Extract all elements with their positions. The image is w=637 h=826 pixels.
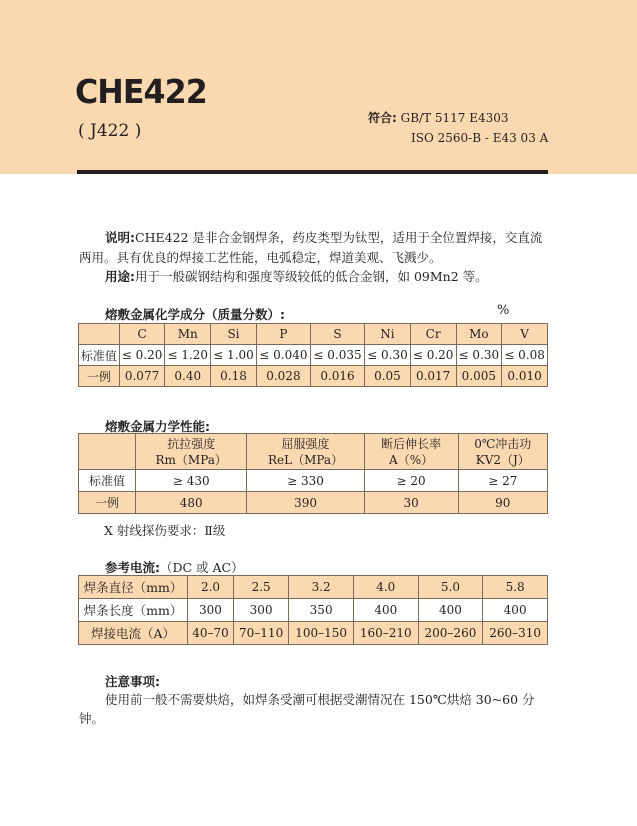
table-row bbox=[79, 470, 548, 492]
table-cell: 0.017 bbox=[410, 366, 456, 387]
table-cell: ≥ 330 bbox=[247, 470, 364, 492]
mechanical-title: 熔敷金属力学性能: bbox=[105, 419, 210, 434]
chemical-unit: % bbox=[497, 303, 510, 318]
table-row bbox=[79, 345, 548, 366]
table-cell: ≤ 0.20 bbox=[410, 345, 456, 366]
table-cell: 4.0 bbox=[353, 576, 418, 599]
table-cell: 300 bbox=[188, 599, 234, 622]
table-cell: 160–210 bbox=[353, 622, 418, 645]
usage-label: 用途: bbox=[105, 269, 135, 284]
chemical-table bbox=[78, 323, 548, 387]
conform-label: 符合: bbox=[368, 111, 397, 125]
table-cell: 3.2 bbox=[289, 576, 354, 599]
table-cell: 40–70 bbox=[188, 622, 234, 645]
notes-text: 使用前一般不需要烘焙，如焊条受潮可根据受潮情况在 150℃烘焙 30~60 分钟。 bbox=[79, 692, 535, 726]
current-title bbox=[105, 558, 244, 576]
current-table bbox=[78, 575, 548, 645]
table-cell: 标准值 bbox=[79, 470, 136, 492]
table-cell: 350 bbox=[289, 599, 354, 622]
table-header-cell: Mn bbox=[165, 324, 211, 345]
table-cell: 400 bbox=[353, 599, 418, 622]
table-cell: 90 bbox=[458, 492, 547, 514]
table-header-cell bbox=[364, 434, 458, 470]
table-cell: ≤ 0.30 bbox=[456, 345, 502, 366]
header-line-2: Rm（MPa） bbox=[155, 452, 227, 467]
table-cell: 0.010 bbox=[502, 366, 548, 387]
table-row bbox=[79, 492, 548, 514]
table-cell: 200–260 bbox=[418, 622, 483, 645]
table-cell: 70–110 bbox=[233, 622, 288, 645]
usage-text: 用于一般碳钢结构和强度等级较低的低合金钢，如 09Mn2 等。 bbox=[135, 269, 488, 284]
header-line-1: 屈服强度 bbox=[281, 436, 330, 451]
table-cell: ≤ 0.035 bbox=[310, 345, 364, 366]
table-header-cell: Cr bbox=[410, 324, 456, 345]
table-header-cell bbox=[79, 324, 120, 345]
table-header-cell: Ni bbox=[365, 324, 411, 345]
table-cell: 260–310 bbox=[483, 622, 548, 645]
header-line-1: 抗拉强度 bbox=[167, 436, 216, 451]
table-cell: 2.0 bbox=[188, 576, 234, 599]
row-label-cell: 焊条直径（mm） bbox=[79, 576, 188, 599]
table-cell: 480 bbox=[135, 492, 246, 514]
table-cell: ≥ 430 bbox=[135, 470, 246, 492]
table-header-cell: C bbox=[119, 324, 165, 345]
chemical-title: 熔敷金属化学成分（质量分数）: bbox=[105, 307, 285, 322]
standard-gb: GB/T 5117 E4303 bbox=[400, 111, 509, 125]
table-header-cell: V bbox=[502, 324, 548, 345]
table-cell: ≤ 1.00 bbox=[211, 345, 257, 366]
current-title-text: 参考电流: bbox=[105, 560, 160, 575]
table-cell: 2.5 bbox=[233, 576, 288, 599]
table-header-cell: P bbox=[256, 324, 310, 345]
table-header-cell bbox=[135, 434, 246, 470]
table-cell: 0.005 bbox=[456, 366, 502, 387]
header-line-1: 断后伸长率 bbox=[381, 436, 442, 451]
table-cell: 0.016 bbox=[310, 366, 364, 387]
row-label-cell: 焊接电流（A） bbox=[79, 622, 188, 645]
description-paragraph bbox=[79, 228, 549, 268]
table-header-cell bbox=[79, 434, 136, 470]
header-line-2: ReL（MPa） bbox=[268, 452, 344, 467]
table-cell: ≥ 27 bbox=[458, 470, 547, 492]
table-cell: 30 bbox=[364, 492, 458, 514]
table-cell: ≤ 0.040 bbox=[256, 345, 310, 366]
table-cell: 一例 bbox=[79, 492, 136, 514]
table-cell: 100–150 bbox=[289, 622, 354, 645]
table-cell: 0.40 bbox=[165, 366, 211, 387]
table-row bbox=[79, 576, 548, 599]
header-line-2: KV2（J） bbox=[475, 452, 530, 467]
table-cell: ≤ 0.20 bbox=[119, 345, 165, 366]
table-header-row bbox=[79, 434, 548, 470]
row-label-cell: 焊条长度（mm） bbox=[79, 599, 188, 622]
table-header-cell: Mo bbox=[456, 324, 502, 345]
table-cell: 0.05 bbox=[365, 366, 411, 387]
current-subtitle: （DC 或 AC） bbox=[160, 560, 244, 575]
table-cell: 标准值 bbox=[79, 345, 120, 366]
table-cell: ≤ 1.20 bbox=[165, 345, 211, 366]
table-cell: 5.8 bbox=[483, 576, 548, 599]
table-header-row bbox=[79, 324, 548, 345]
table-cell: 390 bbox=[247, 492, 364, 514]
table-cell: 一例 bbox=[79, 366, 120, 387]
table-header-cell bbox=[458, 434, 547, 470]
table-cell: 0.077 bbox=[119, 366, 165, 387]
header-line-1: 0℃冲击功 bbox=[474, 436, 532, 451]
table-cell: ≤ 0.08 bbox=[502, 345, 548, 366]
product-model: CHE422 bbox=[75, 72, 207, 111]
xray-requirement: X 射线探伤要求：Ⅱ级 bbox=[104, 523, 226, 538]
table-cell: 400 bbox=[418, 599, 483, 622]
notes-title: 注意事项: bbox=[105, 674, 160, 689]
table-cell: 0.18 bbox=[211, 366, 257, 387]
table-cell: ≥ 20 bbox=[364, 470, 458, 492]
usage-paragraph bbox=[79, 267, 549, 287]
mechanical-table bbox=[78, 433, 548, 514]
table-row bbox=[79, 366, 548, 387]
table-row bbox=[79, 599, 548, 622]
table-cell: 300 bbox=[233, 599, 288, 622]
table-cell: 0.028 bbox=[256, 366, 310, 387]
old-model: ( J422 ) bbox=[78, 121, 142, 141]
table-header-cell: Si bbox=[211, 324, 257, 345]
header-line-2: A（%） bbox=[389, 452, 434, 467]
table-cell: 5.0 bbox=[418, 576, 483, 599]
description-text: CHE422 是非合金钢焊条，药皮类型为钛型，适用于全位置焊接，交直流两用。具有优良的焊接工艺性能，电弧稳定，焊道美观、飞溅少。 bbox=[79, 230, 543, 265]
conformity-block bbox=[368, 108, 548, 148]
table-cell: 400 bbox=[483, 599, 548, 622]
description-label: 说明: bbox=[105, 230, 135, 245]
table-row bbox=[79, 622, 548, 645]
table-cell: ≤ 0.30 bbox=[365, 345, 411, 366]
standard-iso: ISO 2560-B - E43 03 A bbox=[411, 131, 549, 145]
table-header-cell: S bbox=[310, 324, 364, 345]
table-header-cell bbox=[247, 434, 364, 470]
header-rule bbox=[77, 170, 548, 174]
